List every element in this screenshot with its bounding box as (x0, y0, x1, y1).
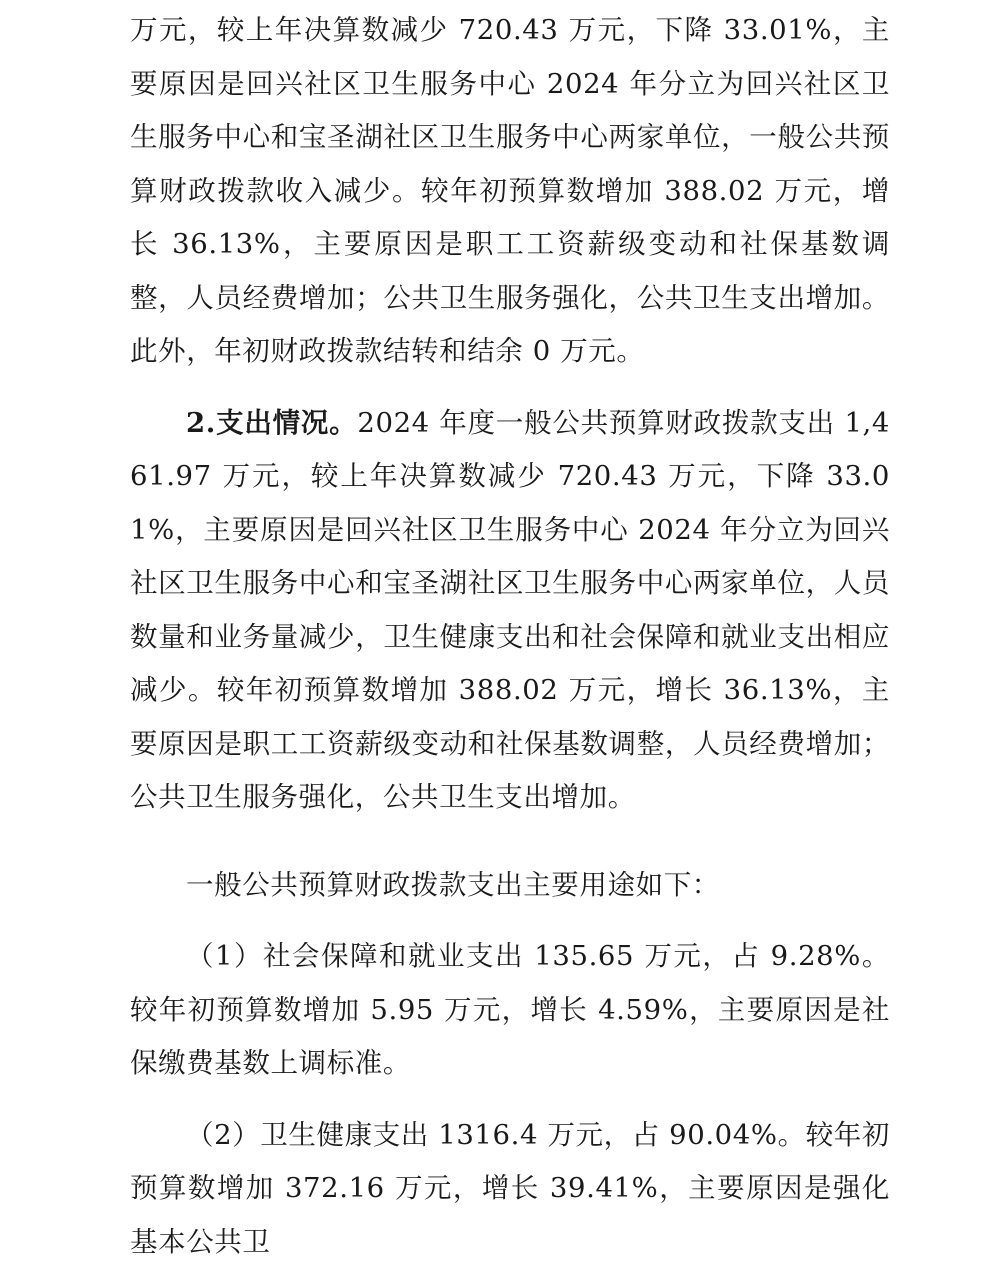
paragraph-expenditure-text: 2024 年度一般公共预算财政拨款支出 1,461.97 万元，较上年决算数减少 720.43 万元，下降 33.01%，主要原因是回兴社区卫生服务中心 2024 年分立为回兴社区卫生服务中心和宝圣湖社区卫生服务中心两家单位，人员数量和业务量减少，卫生健康支出和社会保障和就业支出相应减少。较年初预算数增加 388.02 万元，增长 36.13%，主要原因是职工工资薪级变动和社保基数调整，人员经费增加；公共卫生服务强化，公共卫生支出增加。 (130, 407, 890, 814)
paragraph-expenditure-lead: 2.支出情况。 (186, 407, 357, 439)
paragraph-item-2: （2）卫生健康支出 1316.4 万元，占 90.04%。较年初预算数增加 372.16 万元，增长 39.41%，主要原因是强化基本公共卫 (130, 1109, 890, 1269)
paragraph-spacer (130, 825, 890, 859)
document-body (130, 0, 890, 1269)
paragraph-spacer (130, 1091, 890, 1109)
paragraph-expenditure (130, 397, 890, 825)
paragraph-spacer (130, 379, 890, 397)
paragraph-income-continued: 万元，较上年决算数减少 720.43 万元，下降 33.01%，主要原因是回兴社区卫生服务中心 2024 年分立为回兴社区卫生服务中心和宝圣湖社区卫生服务中心两家单位，一般公共预算财政拨款收入减少。较年初预算数增加 388.02 万元，增长 36.13%，主要原因是职工工资薪级变动和社保基数调整，人员经费增加；公共卫生服务强化，公共卫生支出增加。此外，年初财政拨款结转和结余 0 万元。 (130, 4, 890, 379)
paragraph-item-1: （1）社会保障和就业支出 135.65 万元，占 9.28%。较年初预算数增加 5.95 万元，增长 4.59%，主要原因是社保缴费基数上调标准。 (130, 930, 890, 1091)
paragraph-usage-intro: 一般公共预算财政拨款支出主要用途如下： (130, 859, 890, 913)
paragraph-spacer (130, 912, 890, 930)
